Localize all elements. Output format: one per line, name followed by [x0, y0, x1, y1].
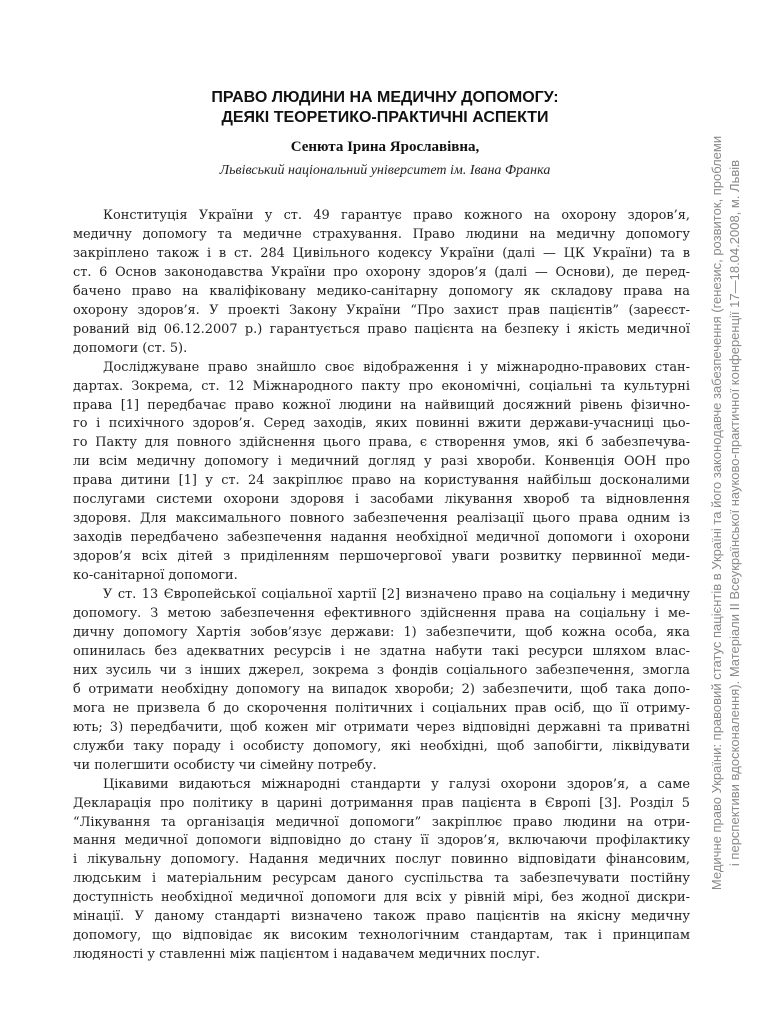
body-paragraph: [73, 586, 690, 776]
article-body: [73, 207, 690, 965]
paragraph-line: рований від 06.12.2007 р.) гарантується право пацієнта на безпеку і якість медичної: [73, 321, 690, 337]
paragraph-line: чи полегшити особисту чи сімейну потребу.: [73, 757, 377, 773]
paragraph-line: допомогу, що відповідає як високим технологічним стандартам, так і принципам: [73, 928, 690, 944]
paragraph-line: мання медичної допомоги відповідно до стану її здоров’я, включаючи профілактику: [73, 833, 690, 849]
body-paragraph: [73, 207, 690, 359]
paragraph-line: ють; 3) передбачити, щоб кожен міг отримати через відповідні державні та приватні: [73, 719, 690, 735]
paragraph-line: ли всім медичну допомогу і медичний догляд у разі хвороби. Конвенція ООН про: [73, 454, 690, 470]
paragraph-line: здоров’я всіх дітей з приділенням першочергової уваги розвитку первинної меди-: [73, 549, 690, 565]
paragraph-line: ст. 6 Основ законодавства України про охорону здоров’я (далі — Основи), де перед-: [73, 264, 690, 280]
paragraph-line: го Пакту для повного здійснення цього права, є створення умов, які б забезпечува-: [73, 435, 690, 451]
side-note-line-2: і перспективи вдосконалення). Матеріали II Всеукраїнської науково-практичної конференції 17—18.04.2008, м. Львів: [727, 159, 742, 867]
paragraph-line: людським і матеріальним ресурсам даного суспільства та забезпечувати постійну: [73, 871, 690, 887]
paragraph-line: У ст. 13 Європейської соціальної хартії [2] визначено право на соціальну і медичну: [103, 587, 690, 603]
paragraph-line: дичну допомогу Хартія зобов’язує держави: 1) забезпечити, щоб кожна особа, яка: [73, 624, 690, 640]
paragraph-line: служби таку пораду і особисту допомогу, які необхідні, щоб запобігти, ліквідувати: [73, 738, 690, 754]
paragraph-line: допомоги (ст. 5).: [73, 340, 188, 356]
body-paragraph: [73, 776, 690, 966]
paragraph-line: охорону здоров’я. У проекті Закону України “Про захист прав пацієнтів” (зареєст-: [73, 302, 690, 318]
paragraph-line: го і психічного здоров’я. Серед заходів, яких повинні вжити держави-учасниці цьо-: [73, 416, 690, 432]
paragraph-line: них зусиль чи з інших джерел, зокрема з фондів соціального забезпечення, змогла: [73, 662, 690, 678]
paragraph-line: “Лікування та організація медичної допомоги” закріплює право людини на отри-: [73, 814, 690, 830]
paragraph-line: б отримати необхідну допомогу на випадок хвороби; 2) забезпечити, щоб така допо-: [73, 681, 690, 697]
paragraph-line: опинилась без адекватних ресурсів і не здатна набути такі ресурси шляхом влас-: [73, 643, 690, 659]
paragraph-line: дартах. Зокрема, ст. 12 Міжнародного пакту про економічні, соціальні та культурні: [73, 378, 690, 394]
side-note-line-1: Медичне право України: правовий статус пацієнтів в Україні та його законодавче забезпечення (генезис, розвиток, проблеми: [709, 135, 724, 891]
paragraph-line: ко-санітарної допомоги.: [73, 568, 238, 584]
paragraph-line: і лікувальну допомогу. Надання медичних послуг повинно відповідати фінансовим,: [73, 852, 690, 868]
paragraph-line: Конституція України у ст. 49 гарантує право кожного на охорону здоров’я,: [103, 208, 690, 223]
paragraph-line: права [1] передбачає право кожної людини на найвищий досяжний рівень фізично-: [73, 397, 690, 413]
paragraph-line: мінації. У даному стандарті визначено також право пацієнтів на якісну медичну: [73, 909, 690, 925]
paragraph-line: послугами системи охорони здоровя і засобами лікування хвороб та відновлення: [73, 492, 690, 508]
title-line-1: ПРАВО ЛЮДИНИ НА МЕДИЧНУ ДОПОМОГУ:: [211, 89, 559, 106]
paragraph-line: Досліджуване право знайшло своє відображення і у міжнародно-правових стан-: [103, 359, 690, 375]
title-line-2: ДЕЯКІ ТЕОРЕТИКО-ПРАКТИЧНІ АСПЕКТИ: [221, 109, 549, 126]
paragraph-line: бачено право на кваліфіковану медико-санітарну допомогу як складову права на: [73, 283, 690, 299]
paragraph-line: Декларація про політику в царині дотримання прав пацієнта в Європі [3]. Розділ 5: [73, 795, 690, 811]
paragraph-line: закріплено також і в ст. 284 Цивільного кодексу України (далі — ЦК України) та в: [73, 245, 690, 261]
author-affiliation: Львівський національний університет ім. Івана Франка: [219, 163, 551, 178]
body-paragraph: [73, 359, 690, 586]
paragraph-line: здоровя. Для максимального повного забезпечення реалізації цього права одним із: [73, 511, 690, 527]
paragraph-line: Цікавими видаються міжнародні стандарти у галузі охорони здоров’я, а саме: [103, 776, 690, 792]
paragraph-line: медичну допомогу та медичне страхування. Право людини на медичну допомогу: [73, 226, 690, 242]
page-title: [175, 88, 595, 128]
paragraph-line: доступність необхідної медичної допомоги для всіх у рівній мірі, без жодної дискри-: [73, 890, 690, 906]
paragraph-line: мога не призвела б до скорочення політичних і соціальних прав осіб, що її отриму-: [73, 700, 690, 716]
author-name: Сенюта Ірина Ярославівна,: [290, 139, 480, 155]
paragraph-line: заходів передбачено забезпечення надання необхідної медичної допомоги і охорони: [73, 530, 690, 546]
paragraph-line: людяності у ставленні між пацієнтом і надавачем медичних послуг.: [73, 947, 541, 963]
paragraph-line: права дитини [1] у ст. 24 закріплює право на користування найбільш досконалими: [73, 473, 690, 489]
running-side-note: [708, 118, 748, 908]
paragraph-line: допомогу. З метою забезпечення ефективного здійснення права на соціальну і ме-: [73, 606, 690, 622]
